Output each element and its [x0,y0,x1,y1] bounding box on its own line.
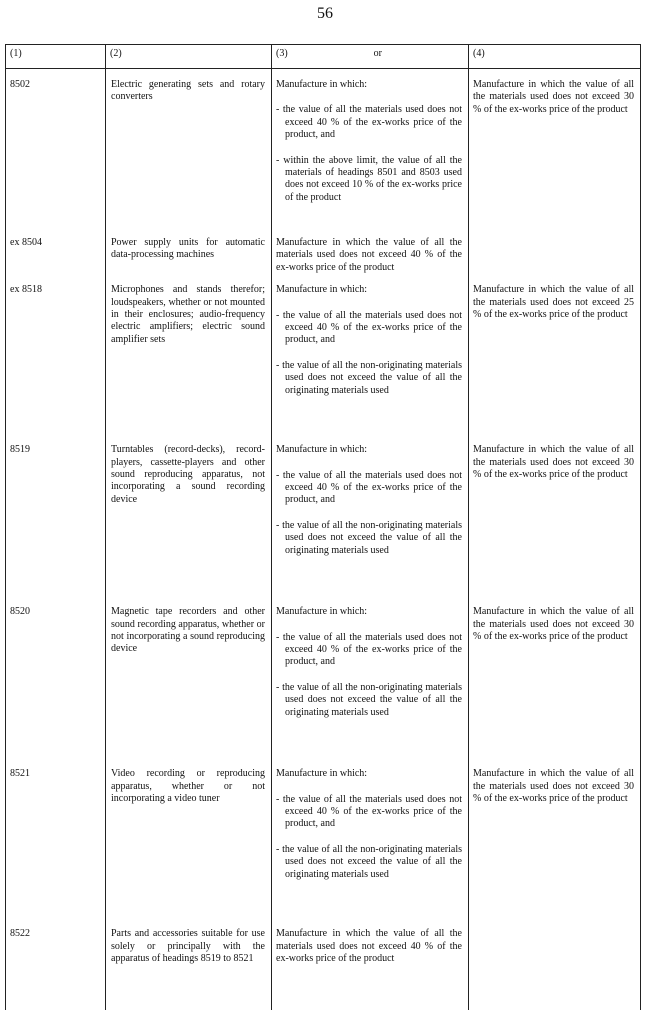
description-cell [106,227,272,274]
rule-condition: - the value of all the non-originating materials used does not exceed the value of all the originating materials used [276,360,462,397]
alternative-rule: Manufacture in which the value of all the materials used does not exceed 30 % of the ex-works price of the product [473,444,634,481]
rule-intro: Manufacture in which: [276,79,462,91]
table-row [6,69,641,228]
rules-table [5,44,641,1010]
rule-condition: - the value of all the materials used does not exceed 40 % of the ex-works price of the product, and [276,104,462,141]
header-col-2: (2) [106,45,272,69]
table-row [6,227,641,274]
product-description: Electric generating sets and rotary converters [111,79,265,104]
rule-condition: - the value of all the materials used does not exceed 40 % of the ex-works price of the product, and [276,632,462,669]
description-cell [106,596,272,758]
product-description: Magnetic tape recorders and other sound recording apparatus, whether or not incorporating a sound reproducing device [111,606,265,656]
rule-cell [272,274,469,434]
table-row [6,758,641,918]
rule-intro: Manufacture in which: [276,284,462,296]
rule-condition: - the value of all the non-originating materials used does not exceed the value of all the originating materials used [276,844,462,881]
alternative-rule-cell [469,596,641,758]
description-cell [106,274,272,434]
heading-code-cell [6,69,106,228]
heading-code: 8519 [10,444,101,456]
rule-intro: Manufacture in which the value of all the materials used does not exceed 40 % of the ex-works price of the product [276,237,462,274]
rule-condition: - the value of all the non-originating materials used does not exceed the value of all the originating materials used [276,520,462,557]
heading-code-cell [6,434,106,596]
alternative-rule-cell [469,69,641,228]
rule-condition: - within the above limit, the value of all the materials of headings 8501 and 8503 used does not exceed 10 % of the ex-works price of the product [276,155,462,205]
heading-code: 8522 [10,928,101,940]
alternative-rule-cell [469,758,641,918]
alternative-rule-cell [469,227,641,274]
product-description: Turntables (record-decks), record-players, cassette-players and other sound reproducing apparatus, not incorporating a sound recording device [111,444,265,506]
page-number: 56 [0,5,650,23]
heading-code-cell [6,596,106,758]
heading-code-cell [6,227,106,274]
heading-code: 8520 [10,606,101,618]
alternative-rule: Manufacture in which the value of all the materials used does not exceed 30 % of the ex-works price of the product [473,768,634,805]
header-col-3-label: (3) [276,48,288,59]
product-description: Power supply units for automatic data-processing machines [111,237,265,262]
table-row [6,434,641,596]
table-header-row [6,45,641,69]
rules-table-container [5,44,640,965]
heading-code-cell [6,274,106,434]
alternative-rule: Manufacture in which the value of all the materials used does not exceed 30 % of the ex-works price of the product [473,606,634,643]
description-cell [106,758,272,918]
product-description: Parts and accessories suitable for use solely or principally with the apparatus of headings 8519 to 8521 [111,928,265,965]
product-description: Video recording or reproducing apparatus, whether or not incorporating a video tuner [111,768,265,805]
rule-intro: Manufacture in which: [276,606,462,618]
description-cell [106,434,272,596]
description-cell [106,69,272,228]
table-row [6,596,641,758]
rule-cell [272,596,469,758]
rule-cell [272,918,469,1010]
rule-condition: - the value of all the materials used does not exceed 40 % of the ex-works price of the product, and [276,470,462,507]
heading-code-cell [6,758,106,918]
rule-cell [272,434,469,596]
heading-code: ex 8504 [10,237,101,249]
alternative-rule: Manufacture in which the value of all the materials used does not exceed 30 % of the ex-works price of the product [473,79,634,116]
heading-code-cell [6,918,106,1010]
alternative-rule: Manufacture in which the value of all the materials used does not exceed 25 % of the ex-works price of the product [473,284,634,321]
header-col-1: (1) [6,45,106,69]
header-col-3 [272,45,469,69]
heading-code: ex 8518 [10,284,101,296]
description-cell [106,918,272,1010]
rule-cell [272,758,469,918]
rule-condition: - the value of all the non-originating materials used does not exceed the value of all the originating materials used [276,682,462,719]
heading-code: 8521 [10,768,101,780]
header-or-label: or [374,48,382,60]
rule-condition: - the value of all the materials used does not exceed 40 % of the ex-works price of the product, and [276,310,462,347]
rule-intro: Manufacture in which: [276,768,462,780]
rule-intro: Manufacture in which: [276,444,462,456]
alternative-rule-cell [469,274,641,434]
rule-cell [272,69,469,228]
heading-code: 8502 [10,79,101,91]
rule-intro: Manufacture in which the value of all the materials used does not exceed 40 % of the ex-works price of the product [276,928,462,965]
table-body [6,69,641,1010]
header-col-4: (4) [469,45,641,69]
rule-cell [272,227,469,274]
alternative-rule-cell [469,434,641,596]
table-row [6,918,641,1010]
alternative-rule-cell [469,918,641,1010]
table-row [6,274,641,434]
rule-condition: - the value of all the materials used does not exceed 40 % of the ex-works price of the product, and [276,794,462,831]
product-description: Microphones and stands therefor; loudspeakers, whether or not mounted in their enclosures; audio-frequency electric amplifiers; electric sound amplifier sets [111,284,265,346]
